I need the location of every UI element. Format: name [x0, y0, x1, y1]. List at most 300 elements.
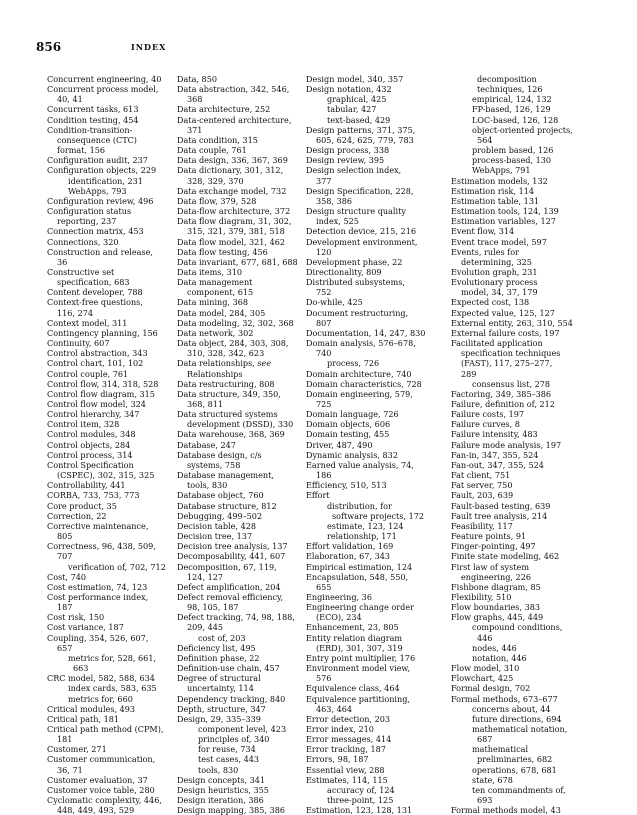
index-entry: model, 34, 37, 179 — [461, 287, 538, 298]
index-entry: identification, 231 — [68, 175, 143, 186]
index-entry: format, 156 — [57, 145, 106, 156]
index-entry: 98, 105, 187 — [187, 602, 239, 613]
index-entry: Error detection, 203 — [306, 713, 391, 724]
index-entry: Data flow model, 321, 462 — [177, 236, 286, 247]
index-entry: Earned value analysis, 74, — [306, 459, 414, 470]
index-entry: Enhancement, 23, 805 — [306, 622, 399, 633]
index-entry: Decision tree, 137 — [177, 531, 253, 542]
index-entry: Configuration objects, 229 — [47, 165, 157, 176]
index-entry: Data modeling, 32, 302, 368 — [177, 317, 294, 328]
index-entry: Data mining, 368 — [177, 297, 249, 308]
index-entry: Data-flow architecture, 372 — [177, 206, 291, 217]
index-entry: Data structure, 349, 350, — [177, 388, 281, 399]
index-entry: 209, 445 — [187, 622, 224, 633]
index-entry: 120 — [316, 246, 332, 257]
index-entry: Deficiency list, 495 — [177, 642, 256, 653]
index-entry: Definition phase, 22 — [177, 652, 260, 663]
index-entry: Data exchange model, 732 — [177, 185, 287, 196]
index-entry: Flow model, 310 — [451, 663, 520, 674]
index-entry: metrics for, 660 — [68, 693, 133, 704]
index-entry: Finger-pointing, 497 — [451, 541, 536, 552]
index-entry: graphical, 425 — [327, 94, 387, 105]
index-entry: (ERD), 301, 307, 319 — [316, 642, 403, 653]
index-entry: three-point, 125 — [327, 795, 394, 806]
index-entry: 687 — [477, 734, 493, 745]
index-entry: Concurrent tasks, 613 — [47, 104, 139, 115]
index-entry: Database object, 760 — [177, 490, 264, 501]
index-entry: Control flow diagram, 315 — [47, 388, 155, 399]
index-entry: Content developer, 788 — [47, 287, 143, 298]
index-columns — [47, 74, 606, 815]
index-entry: Cost estimation, 74, 123 — [47, 581, 148, 592]
index-entry: Data architecture, 252 — [177, 104, 271, 115]
index-entry: Flow boundaries, 383 — [451, 602, 541, 613]
index-entry: Decision table, 428 — [177, 520, 257, 531]
index-entry: Construction and release, — [47, 246, 153, 257]
index-entry: 564 — [477, 134, 493, 145]
index-entry: CORBA, 733, 753, 773 — [47, 490, 140, 501]
index-entry: Expected value, 125, 127 — [451, 307, 555, 318]
index-entry: Configuration audit, 237 — [47, 155, 148, 166]
index-column-3 — [306, 74, 434, 815]
index-entry: Customer, 271 — [47, 744, 107, 755]
index-entry: Domain objects, 606 — [306, 419, 391, 430]
index-entry: Decision tree analysis, 137 — [177, 541, 288, 552]
index-entry: specification techniques — [461, 348, 561, 359]
index-entry: Data couple, 761 — [177, 145, 247, 156]
index-entry: Depth, structure, 347 — [177, 703, 266, 714]
index-entry: Distributed subsystems, — [306, 277, 406, 288]
index-entry: Customer voice table, 280 — [47, 784, 155, 795]
index-entry: 605, 624, 625, 779, 783 — [316, 134, 414, 145]
index-entry: Customer communication, — [47, 754, 156, 765]
index-entry: (CSPEC), 302, 315, 325 — [57, 470, 155, 481]
index-entry: metrics for, 528, 661, — [68, 652, 157, 663]
index-entry: Document restructuring, — [306, 307, 409, 318]
index-entry: Estimation tools, 124, 139 — [451, 206, 559, 217]
index-entry: Data warehouse, 368, 369 — [177, 429, 285, 440]
index-entry: Domain testing, 455 — [306, 429, 390, 440]
index-entry: 657 — [57, 642, 73, 653]
index-entry: Data object, 284, 303, 308, — [177, 338, 289, 349]
index-entry: estimate, 123, 124 — [327, 520, 404, 531]
index-entry: Database design, c/s — [177, 449, 262, 460]
index-entry: Documentation, 14, 247, 830 — [306, 327, 426, 338]
index-entry: decomposition — [477, 74, 537, 84]
index-entry: (FAST), 117, 275–277, — [461, 358, 553, 369]
index-entry: Data model, 284, 305 — [177, 307, 266, 318]
index-entry: Equivalence class, 464 — [306, 683, 400, 694]
index-entry: index, 525 — [316, 216, 359, 227]
index-entry: Design selection index, — [306, 165, 402, 176]
index-entry: Design model, 340, 357 — [306, 74, 404, 84]
index-entry: Relationships — [187, 368, 243, 379]
index-entry: Data condition, 315 — [177, 134, 258, 145]
index-entry: Design Specification, 228, — [306, 185, 414, 196]
index-entry: index cards, 583, 635 — [68, 683, 157, 694]
index-entry: Domain architecture, 740 — [306, 368, 412, 379]
index-entry: operations, 678, 681 — [472, 764, 557, 775]
index-entry: verification of, 702, 712 — [68, 561, 166, 572]
index-entry: Evolution graph, 231 — [451, 266, 538, 277]
index-entry: Continuity, 607 — [47, 338, 110, 349]
index-entry: Concurrent process model, — [47, 84, 159, 95]
index-entry: 448, 449, 493, 529 — [57, 805, 135, 815]
index-entry: 807 — [316, 317, 332, 328]
index-entry: Core product, 35 — [47, 500, 117, 511]
index-entry: Data flow diagram, 31, 302, — [177, 216, 292, 227]
index-entry: Elaboration, 67, 343 — [306, 551, 391, 562]
index-entry: Control couple, 761 — [47, 368, 129, 379]
index-entry: Customer evaluation, 37 — [47, 774, 148, 785]
index-entry: future directions, 694 — [472, 713, 562, 724]
index-entry: Estimation variables, 127 — [451, 216, 556, 227]
index-entry: state, 678 — [472, 774, 513, 785]
index-entry: Data restructuring, 808 — [177, 378, 275, 389]
index-entry: Definition-use chain, 457 — [177, 663, 280, 674]
index-entry: software projects, 172 — [332, 510, 425, 521]
index-entry: Failure intensity, 483 — [451, 429, 538, 440]
index-entry: mathematical — [472, 744, 529, 755]
index-entry: notation, 446 — [472, 652, 527, 663]
index-entry: Control item, 328 — [47, 419, 120, 430]
index-entry: Connections, 320 — [47, 236, 119, 247]
index-entry: Design, 29, 335–339 — [177, 713, 261, 724]
index-entry: tools, 830 — [198, 764, 239, 775]
index-entry: 752 — [316, 287, 332, 298]
index-entry: Error tracking, 187 — [306, 744, 386, 755]
index-entry: Cost variance, 187 — [47, 622, 124, 633]
index-entry: Degree of structural — [177, 673, 261, 684]
index-entry: Design structure quality — [306, 206, 406, 217]
index-entry: specification, 683 — [57, 277, 130, 288]
index-entry: Coupling, 354, 526, 607, — [47, 632, 149, 643]
index-entry: WebApps, 791 — [472, 165, 531, 176]
index-entry: Control chart, 101, 102 — [47, 358, 144, 369]
running-head: INDEX — [131, 42, 167, 52]
index-entry: distribution, for — [327, 500, 392, 511]
index-entry: Fishbone diagram, 85 — [451, 581, 541, 592]
index-entry: Driver, 487, 490 — [306, 439, 373, 450]
index-entry: Evolutionary process — [451, 277, 538, 288]
index-entry: Development phase, 22 — [306, 256, 403, 267]
index-entry: 36, 71 — [57, 764, 83, 775]
index-entry: Expected cost, 138 — [451, 297, 530, 308]
index-entry: Engineering change order — [306, 602, 415, 613]
index-entry: Design process, 338 — [306, 145, 390, 156]
index-entry: development (DSSD), 330 — [187, 419, 294, 430]
index-entry: Fan-out, 347, 355, 524 — [451, 459, 544, 470]
index-entry: Design iteration, 386 — [177, 795, 264, 806]
index-entry: 693 — [477, 795, 493, 806]
index-entry: 116, 274 — [57, 307, 94, 318]
index-entry: Development environment, — [306, 236, 418, 247]
index-entry: 725 — [316, 399, 332, 409]
index-entry: Control modules, 348 — [47, 429, 136, 440]
index-entry: Debugging, 499–502 — [177, 510, 263, 521]
index-entry: Data invariant, 677, 681, 688 — [177, 256, 298, 267]
index-column-4 — [451, 74, 579, 815]
index-entry: Corrective maintenance, — [47, 520, 149, 531]
index-entry: Database structure, 812 — [177, 500, 277, 511]
index-entry: uncertainty, 114 — [187, 683, 254, 694]
index-entry: Data network, 302 — [177, 327, 254, 338]
index-entry: Decomposability, 441, 607 — [177, 551, 286, 562]
index-entry: tools, 830 — [187, 480, 228, 491]
index-entry: 377 — [316, 175, 332, 186]
index-entry: principles of, 340 — [198, 734, 270, 745]
index-entry: Environment model view, — [306, 663, 410, 674]
index-entry: 315, 321, 379, 381, 518 — [187, 226, 285, 237]
index-entry: CRC model, 582, 588, 634 — [47, 673, 155, 684]
index-entry: Data management — [177, 277, 253, 288]
index-entry: 368 — [187, 94, 203, 105]
index-entry: Defect removal efficiency, — [177, 591, 284, 602]
index-entry: Empirical estimation, 124 — [306, 561, 413, 572]
index-entry: 186 — [316, 470, 332, 481]
index-entry: Data flow, 379, 528 — [177, 195, 257, 206]
index-entry: Fault-based testing, 639 — [451, 500, 551, 511]
index-entry: Domain characteristics, 728 — [306, 378, 422, 389]
index-entry: Equivalence partitioning, — [306, 693, 410, 704]
index-entry: Critical modules, 493 — [47, 703, 136, 714]
index-entry: Formal methods model, 43 — [451, 805, 561, 815]
index-entry: concerns about, 44 — [472, 703, 551, 714]
index-entry: Control objects, 284 — [47, 439, 131, 450]
index-entry: Design patterns, 371, 375, — [306, 124, 416, 135]
index-entry: for reuse, 734 — [198, 744, 256, 755]
index-entry: Failure mode analysis, 197 — [451, 439, 562, 450]
index-entry: object-oriented projects, — [472, 124, 573, 135]
index-entry: Design concepts, 341 — [177, 774, 266, 785]
index-entry: 328, 329, 370 — [187, 175, 244, 186]
index-entry: Correctness, 96, 438, 509, — [47, 541, 156, 552]
index-column-1 — [47, 74, 175, 815]
index-entry: consequence (CTC) — [57, 134, 137, 145]
index-entry: Control hierarchy, 347 — [47, 409, 140, 420]
index-entry: Controllability, 441 — [47, 480, 126, 491]
index-entry: Estimates, 114, 115 — [306, 774, 388, 785]
index-entry: Control abstraction, 343 — [47, 348, 148, 359]
index-entry: Critical path, 181 — [47, 713, 120, 724]
index-entry: Flow graphs, 445, 449 — [451, 612, 544, 623]
index-entry: Data abstraction, 342, 546, — [177, 84, 290, 95]
index-entry: tabular, 427 — [327, 104, 377, 115]
index-entry: Cost risk, 150 — [47, 612, 105, 623]
index-entry: Efficiency, 510, 513 — [306, 480, 387, 491]
index-entry: Dependency tracking, 840 — [177, 693, 286, 704]
index-entry: Decomposition, 67, 119, — [177, 561, 277, 572]
index-entry: Estimation risk, 114 — [451, 185, 535, 196]
index-entry: Data, 850 — [177, 74, 217, 84]
index-entry: Finite state modeling, 462 — [451, 551, 560, 562]
index-entry: Domain analysis, 576–678, — [306, 338, 416, 349]
index-entry: 740 — [316, 348, 332, 359]
index-entry: 124, 127 — [187, 571, 224, 582]
index-entry: Constructive set — [47, 266, 115, 277]
index-entry: FP-based, 126, 129 — [472, 104, 551, 115]
index-entry: Critical path method (CPM), — [47, 724, 164, 734]
index-entry: Encapsulation, 548, 550, — [306, 571, 409, 582]
index-entry: Estimation table, 131 — [451, 195, 540, 206]
index-entry: 36 — [57, 256, 68, 267]
index-entry: accuracy of, 124 — [327, 784, 395, 795]
index-entry: 368, 811 — [187, 399, 224, 409]
index-entry: Control Specification — [47, 459, 134, 470]
index-entry: Cost performance index, — [47, 591, 149, 602]
index-entry: consensus list, 278 — [472, 378, 551, 389]
index-entry: 663 — [73, 663, 89, 674]
index-entry: process, 726 — [327, 358, 380, 369]
index-entry: Facilitated application — [451, 338, 543, 349]
index-column-2 — [177, 74, 305, 815]
index-entry: Estimation models, 132 — [451, 175, 548, 186]
index-entry: Database management, — [177, 470, 274, 481]
index-entry: ten commandments of, — [472, 784, 566, 795]
index-entry: Design heuristics, 355 — [177, 784, 269, 795]
index-entry: Feasibility, 117 — [451, 520, 513, 531]
index-entry: empirical, 124, 132 — [472, 94, 552, 105]
index-entry: preliminaries, 682 — [477, 754, 553, 765]
index-entry: External failure costs, 197 — [451, 327, 560, 338]
index-entry: component, 615 — [187, 287, 254, 298]
index-entry: Condition-transition- — [47, 124, 133, 135]
index-entry: 463, 464 — [316, 703, 353, 714]
index-entry: Fan-in, 347, 355, 524 — [451, 449, 539, 460]
index-entry: 358, 386 — [316, 195, 353, 206]
index-entry: relationship, 171 — [327, 531, 397, 542]
index-entry: Context-free questions, — [47, 297, 143, 308]
index-entry: 576 — [316, 673, 332, 684]
index-entry: Failure curves, 8 — [451, 419, 520, 430]
index-entry: Domain language, 726 — [306, 409, 399, 420]
index-entry: 805 — [57, 531, 73, 542]
index-entry: Formal methods, 673–677 — [451, 693, 558, 704]
index-entry: Data relationships, see — [177, 358, 272, 369]
index-entry: Data-centered architecture, — [177, 114, 292, 125]
index-entry: Cost, 740 — [47, 571, 87, 582]
index-entry: Fat server, 750 — [451, 480, 513, 491]
index-entry: Effort — [306, 490, 330, 501]
index-entry: Concurrent engineering, 40 — [47, 74, 162, 84]
index-entry: techniques, 126 — [477, 84, 543, 95]
index-entry: Feature points, 91 — [451, 531, 527, 542]
index-entry: 655 — [316, 581, 332, 592]
index-entry: Control process, 314 — [47, 449, 133, 460]
index-entry: Context model, 311 — [47, 317, 128, 328]
index-entry: Contingency planning, 156 — [47, 327, 158, 338]
index-entry: 707 — [57, 551, 73, 562]
index-entry: Error messages, 414 — [306, 734, 392, 745]
index-entry: Directionality, 809 — [306, 266, 382, 277]
index-entry: cost of, 203 — [198, 632, 246, 643]
index-entry: Cyclomatic complexity, 446, — [47, 795, 162, 806]
index-entry: 446 — [477, 632, 493, 643]
index-entry: compound conditions, — [472, 622, 563, 633]
index-entry: engineering, 226 — [461, 571, 532, 582]
index-entry: Defect amplification, 204 — [177, 581, 281, 592]
index-entry: reporting, 237 — [57, 216, 117, 227]
index-entry: Effort validation, 169 — [306, 541, 394, 552]
index-entry: text-based, 429 — [327, 114, 391, 125]
index-entry: Design mapping, 385, 386 — [177, 805, 286, 815]
index-entry: Flexibility, 510 — [451, 591, 512, 602]
index-entry: mathematical notation, — [472, 724, 568, 734]
index-entry: Fat client, 751 — [451, 470, 511, 481]
page-header — [36, 40, 601, 56]
index-entry: component level, 423 — [198, 724, 287, 734]
index-entry: Correction, 22 — [47, 510, 107, 521]
index-entry: Event flow, 314 — [451, 226, 515, 237]
index-entry: Events, rules for — [451, 246, 519, 257]
index-entry: Detection device, 215, 216 — [306, 226, 416, 237]
index-entry: First law of system — [451, 561, 530, 572]
index-entry: Data structured systems — [177, 409, 278, 420]
index-entry: process-based, 130 — [472, 155, 552, 166]
index-entry: Entity relation diagram — [306, 632, 403, 643]
index-entry: 371 — [187, 124, 203, 135]
index-entry: Defect tracking, 74, 98, 188, — [177, 612, 295, 623]
index-entry: Condition testing, 454 — [47, 114, 139, 125]
index-entry: Dynamic analysis, 832 — [306, 449, 398, 460]
index-entry: 181 — [57, 734, 73, 745]
index-entry: Control flow model, 324 — [47, 399, 146, 409]
index-entry: Event trace model, 597 — [451, 236, 547, 247]
index-entry: WebApps, 793 — [68, 185, 127, 196]
index-entry: Estimation, 123, 128, 131 — [306, 805, 413, 815]
index-entry: Do-while, 425 — [306, 297, 363, 308]
index-entry: Connection matrix, 453 — [47, 226, 144, 237]
index-entry: Control flow, 314, 318, 528 — [47, 378, 159, 389]
index-entry: 40, 41 — [57, 94, 83, 105]
index-entry: 310, 328, 342, 623 — [187, 348, 265, 359]
page-number: 856 — [36, 40, 62, 54]
index-entry: Failure costs, 197 — [451, 409, 525, 420]
index-entry: Data flow testing, 456 — [177, 246, 268, 257]
index-entry: 187 — [57, 602, 73, 613]
index-entry: Entry point multiplier, 176 — [306, 652, 416, 663]
index-entry: Data dictionary, 301, 312, — [177, 165, 284, 176]
index-entry: Formal design, 702 — [451, 683, 531, 694]
index-entry: Design notation, 432 — [306, 84, 392, 95]
index-entry: Domain engineering, 579, — [306, 388, 413, 399]
index-entry: External entity, 263, 310, 554 — [451, 317, 573, 328]
index-entry: Database, 247 — [177, 439, 236, 450]
index-entry: problem based, 126 — [472, 145, 554, 156]
index-entry: LOC-based, 126, 128 — [472, 114, 559, 125]
index-entry: (ECO), 234 — [316, 612, 362, 623]
index-entry: Errors, 98, 187 — [306, 754, 369, 765]
index-entry: Factoring, 349, 385–386 — [451, 388, 552, 399]
index-entry: Design review, 395 — [306, 155, 385, 166]
index-entry: Flowchart, 425 — [451, 673, 514, 684]
index-entry: Data design, 336, 367, 369 — [177, 155, 288, 166]
index-entry: Configuration status — [47, 206, 132, 217]
index-entry: 289 — [461, 368, 477, 379]
index-entry: Essential view, 288 — [306, 764, 385, 775]
index-entry: Error index, 210 — [306, 724, 374, 734]
index-entry: test cases, 443 — [198, 754, 260, 765]
index-entry: nodes, 446 — [472, 642, 517, 653]
index-entry: systems, 758 — [187, 459, 241, 470]
index-entry: determining, 325 — [461, 256, 532, 267]
index-entry: Fault tree analysis, 214 — [451, 510, 548, 521]
index-entry: Failure, definition of, 212 — [451, 399, 555, 409]
index-entry: Fault, 203, 639 — [451, 490, 514, 501]
index-entry: Engineering, 36 — [306, 591, 372, 602]
index-entry: Data items, 310 — [177, 266, 243, 277]
index-entry: Configuration review, 496 — [47, 195, 154, 206]
